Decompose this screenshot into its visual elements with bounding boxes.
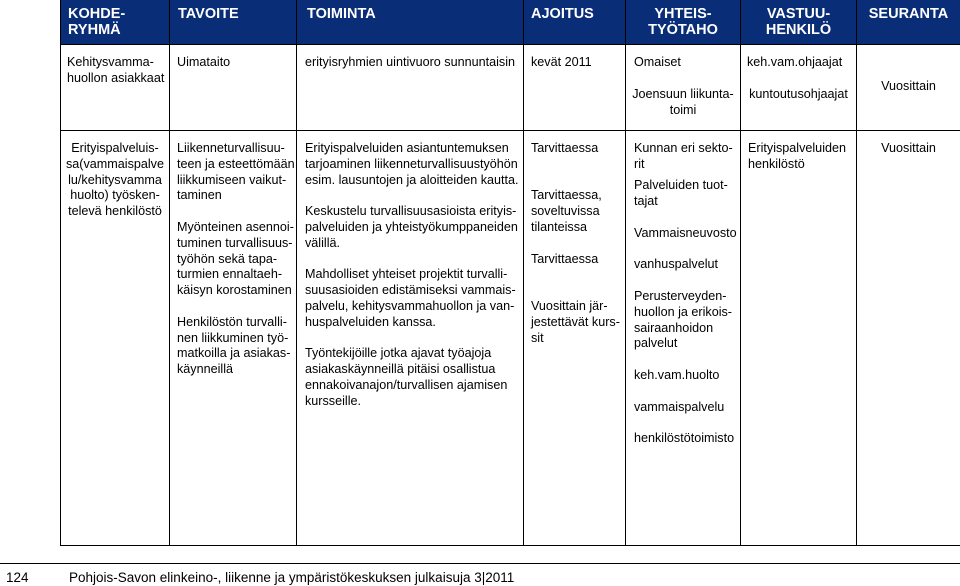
publication-title: Pohjois-Savon elinkeino-, liikenne ja ympäristökeskuksen julkaisuja 3|2011 — [69, 570, 515, 585]
row2-toiminta-item-1 — [305, 141, 519, 188]
row2-yhteistyotaho-line: Vammaisneuvosto — [634, 225, 737, 240]
column-rule — [740, 0, 741, 546]
row2-yhteistyotaho-line: Kunnan eri sekto- — [634, 141, 733, 155]
header-vastuuhenkilo-line2: HENKILÖ — [765, 22, 832, 38]
row1-toiminta: erityisryhmien uintivuoro sunnuntaisin — [305, 55, 515, 69]
row2-ajoitus-item-2 — [531, 188, 620, 235]
header-kohderyhma-line1: KOHDE- — [68, 6, 126, 22]
row2-yhteistyotaho-line: tajat — [634, 194, 658, 209]
row2-ajoitus-item-3 — [531, 252, 620, 284]
row-rule — [60, 545, 960, 546]
header-yhteistyotaho-line2: TYÖTAHO — [648, 22, 718, 38]
row2-toiminta-1-line: Erityispalveluiden asiantuntemuksen — [305, 141, 509, 155]
header-yhteistyotaho-line1: YHTEIS- — [654, 6, 712, 22]
row2-toiminta-1-line: esim. lausuntojen ja aloitteiden kautta. — [305, 172, 519, 187]
row2-toiminta-2-line: palveluiden ja yhteistyökumppaneiden — [305, 219, 518, 234]
footer-rule — [0, 563, 960, 564]
header-ajoitus — [524, 0, 625, 44]
row1-yhteistyotaho-2-line1: Joensuun liikunta- — [632, 87, 734, 101]
row2-toiminta-3-line: suusasioiden edistämiseksi vammais- — [305, 283, 516, 298]
header-tavoite — [170, 0, 296, 44]
row2-tavoite-item-2 — [177, 220, 295, 299]
row2-tavoite-item-1 — [177, 141, 295, 204]
row-rule — [60, 44, 960, 45]
row2-toiminta-3-line: huspalveluiden kanssa. — [305, 314, 436, 329]
column-rule — [60, 0, 61, 546]
row2-ajoitus-2-line: soveltuvissa — [531, 204, 600, 219]
row2-tavoite-2-line: tuminen turvallisuus- — [177, 235, 293, 250]
row2-toiminta-4-line: Työntekijöille jotka ajavat työajoja — [305, 346, 492, 361]
row1-kohderyhma-line2: huollon asiakkaat — [67, 70, 165, 85]
row2-toiminta-4-line: kursseille. — [305, 393, 361, 408]
row1-yhteistyotaho-2-line2: toimi — [669, 102, 697, 117]
row2-ajoitus-4-line: sit — [531, 330, 544, 345]
header-vastuuhenkilo-line1: VASTUU- — [766, 6, 831, 22]
column-rule — [296, 0, 297, 546]
header-yhteistyotaho — [626, 0, 740, 44]
row2-yhteistyotaho-item-4 — [634, 257, 737, 273]
row2-ajoitus-4-line: Vuosittain jär- — [531, 298, 608, 313]
row-rule — [60, 130, 960, 131]
row2-tavoite-2-line: turmien ennaltaeh- — [177, 267, 283, 282]
row2-vastuuhenkilo — [748, 141, 846, 173]
row2-tavoite-1-line: Liikenneturvallisuu- — [177, 141, 285, 155]
row2-yhteistyotaho-line: huollon ja erikois- — [634, 304, 733, 319]
row2-yhteistyotaho-line: henkilöstötoimisto — [634, 431, 735, 446]
row2-ajoitus-4-line: jestettävät kurs- — [531, 314, 620, 329]
row2-ajoitus-3-line: Tarvittaessa — [531, 251, 599, 266]
row2-yhteistyotaho-line: vammaispalvelu — [634, 399, 725, 414]
row2-ajoitus-item-4 — [531, 299, 620, 346]
row2-yhteistyotaho-item-6 — [634, 368, 737, 384]
row2-yhteistyotaho-line: palvelut — [634, 336, 678, 351]
row2-toiminta-item-3 — [305, 267, 519, 330]
row1-seuranta: Vuosittain — [881, 79, 936, 93]
row2-kohderyhma-line3: lu/kehitysvamma — [68, 172, 162, 187]
row2-yhteistyotaho-line: Palveluiden tuot- — [634, 178, 728, 193]
row2-toiminta-1-line: tarjoaminen liikenneturvallisuustyöhön — [305, 156, 518, 171]
row1-yhteistyotaho-2 — [626, 87, 740, 119]
row2-yhteistyotaho-item-3 — [634, 226, 737, 242]
row2-tavoite-1-line: teen ja esteettömään — [177, 156, 295, 171]
row2-tavoite-3-line: käynneillä — [177, 362, 234, 377]
row2-yhteistyotaho-line: keh.vam.huolto — [634, 367, 720, 382]
row2-yhteistyotaho-item-8 — [634, 431, 737, 447]
header-seuranta — [857, 0, 960, 44]
row2-yhteistyotaho-line: sairaanhoidon — [634, 320, 714, 335]
row2-tavoite-3-line: Henkilöstön turvalli- — [177, 314, 287, 329]
row2-tavoite-3-line: matkoilla ja asiakas- — [177, 346, 291, 361]
row2-toiminta-4-line: ennakoivanajon/turvallisen ajamisen — [305, 377, 508, 392]
row2-kohderyhma-line4: huolto) työsken- — [70, 188, 160, 203]
header-vastuuhenkilo — [741, 0, 856, 44]
column-rule — [625, 0, 626, 546]
row1-kohderyhma — [67, 55, 164, 87]
row2-tavoite-item-3 — [177, 315, 295, 378]
row2-tavoite-1-line: liikkumiseen vaikut- — [177, 172, 287, 187]
column-rule — [169, 0, 170, 546]
row2-vastuuhenkilo-line2: henkilöstö — [748, 156, 805, 171]
row2-kohderyhma-line2: sa(vammaispalve — [66, 156, 164, 171]
row2-tavoite-3-line: nen liikkuminen työ- — [177, 330, 289, 345]
row2-toiminta-item-2 — [305, 204, 519, 251]
row2-yhteistyotaho-item-5 — [634, 289, 737, 352]
row1-yhteistyotaho-1: Omaiset — [634, 55, 681, 69]
row2-toiminta-3-line: palvelu, kehitysvammahuollon ja van- — [305, 298, 515, 313]
row1-ajoitus: kevät 2011 — [531, 55, 592, 69]
row2-seuranta: Vuosittain — [881, 141, 936, 155]
row2-toiminta — [305, 141, 519, 410]
row2-yhteistyotaho-item-1 — [634, 141, 737, 173]
row2-kohderyhma — [61, 141, 169, 220]
row2-ajoitus-2-line: Tarvittaessa, — [531, 188, 602, 203]
header-seuranta-label: SEURANTA — [868, 6, 949, 22]
row1-tavoite: Uimataito — [177, 55, 231, 69]
row2-tavoite-1-line: taminen — [177, 188, 222, 203]
row2-toiminta-3-line: Mahdolliset yhteiset projektit turvalli- — [305, 267, 508, 282]
header-toiminta — [297, 0, 523, 44]
row2-yhteistyotaho-item-2 — [634, 178, 737, 210]
header-tavoite-label: TAVOITE — [178, 6, 239, 22]
header-toiminta-label: TOIMINTA — [307, 6, 376, 22]
row2-ajoitus-2-line: tilanteissa — [531, 219, 588, 234]
row2-ajoitus-item-1 — [531, 141, 620, 173]
row2-vastuuhenkilo-line1: Erityispalveluiden — [748, 141, 847, 155]
row2-tavoite — [177, 141, 295, 378]
row2-ajoitus — [531, 141, 620, 346]
row2-toiminta-item-4 — [305, 346, 519, 409]
row2-yhteistyotaho-line: vanhuspalvelut — [634, 257, 719, 272]
header-kohderyhma — [61, 0, 169, 44]
row1-vastuuhenkilo-2: kuntoutusohjaajat — [749, 87, 848, 101]
header-ajoitus-label: AJOITUS — [531, 6, 594, 22]
row2-kohderyhma-line1: Erityispalveluis- — [71, 141, 159, 155]
header-kohderyhma-line2: RYHMÄ — [68, 22, 121, 38]
row2-toiminta-2-line: Keskustelu turvallisuusasioista erityis- — [305, 204, 517, 219]
row1-kohderyhma-line1: Kehitysvamma- — [67, 55, 154, 69]
row2-yhteistyotaho-line: rit — [634, 156, 645, 171]
row2-ajoitus-1-line: Tarvittaessa — [531, 141, 599, 155]
row2-tavoite-2-line: käisyn korostaminen — [177, 283, 292, 298]
row2-toiminta-4-line: asiakaskäynneillä pitäisi osallistua — [305, 362, 496, 377]
row2-toiminta-2-line: välillä. — [305, 235, 340, 250]
row2-tavoite-2-line: työhön sekä tapa- — [177, 251, 278, 266]
page-number: 124 — [6, 570, 29, 585]
row2-yhteistyotaho — [634, 141, 737, 447]
row2-tavoite-2-line: Myönteinen asennoi- — [177, 219, 294, 234]
column-rule — [523, 0, 524, 546]
row2-yhteistyotaho-item-7 — [634, 400, 737, 416]
row2-yhteistyotaho-line: Perusterveyden- — [634, 288, 727, 303]
row2-kohderyhma-line5: televä henkilöstö — [68, 204, 162, 219]
row1-vastuuhenkilo-1: keh.vam.ohjaajat — [747, 55, 843, 69]
